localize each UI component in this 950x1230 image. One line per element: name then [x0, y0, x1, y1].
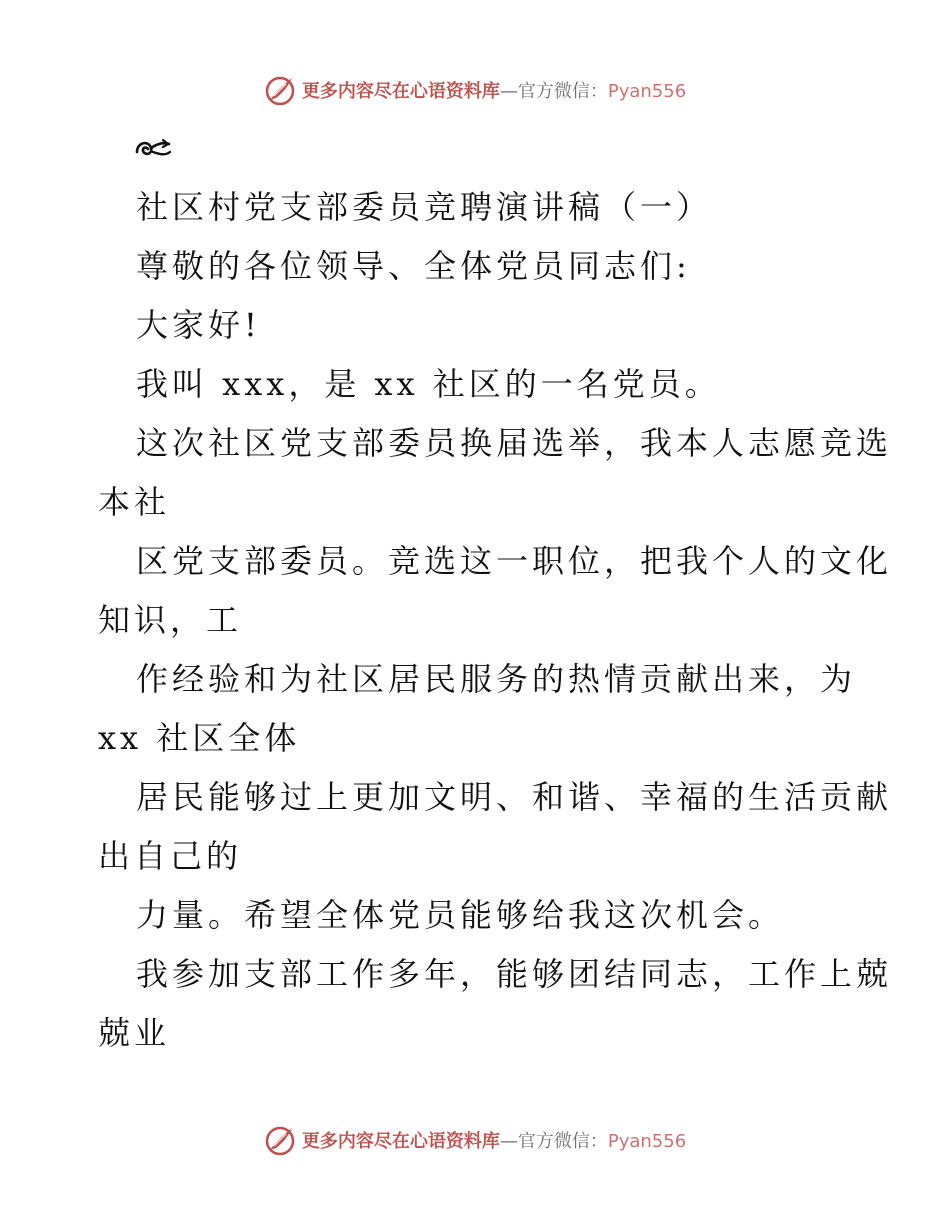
header-wechat-id: Pyan556: [607, 81, 687, 102]
text-line: 出自己的: [98, 837, 243, 875]
text-line: xx 社区全体: [98, 719, 301, 757]
quill-logo-icon: [264, 74, 296, 106]
footer-banner: [0, 1120, 950, 1160]
decorative-swirl-icon: [133, 134, 173, 162]
text-line: 我叫 xxx，是 xx 社区的一名党员。: [136, 365, 721, 403]
text-line: 区党支部委员。竞选这一职位，把我个人的文化: [136, 542, 893, 580]
footer-text: [302, 1127, 686, 1153]
text-line: 居民能够过上更加文明、和谐、幸福的生活贡献: [136, 778, 893, 816]
text-line: 这次社区党支部委员换届选举，我本人志愿竞选: [136, 424, 893, 462]
text-line: 作经验和为社区居民服务的热情贡献出来，为: [136, 660, 857, 698]
footer-dash: —: [499, 1131, 518, 1152]
text-line: 社区村党支部委员竞聘演讲稿（一）: [136, 188, 713, 226]
document-body: [98, 178, 893, 1063]
text-line: 尊敬的各位领导、全体党员同志们:: [136, 247, 691, 285]
text-line: 大家好!: [136, 306, 261, 344]
footer-slogan: 更多内容尽在心语资料库: [301, 1131, 500, 1152]
text-line: 兢业: [98, 1014, 171, 1052]
header-slogan: 更多内容尽在心语资料库: [301, 81, 500, 102]
footer-wechat-label: 官方微信：: [517, 1131, 608, 1152]
footer-wechat-id: Pyan556: [607, 1131, 687, 1152]
text-line: 本社: [98, 483, 171, 521]
header-text: [302, 77, 686, 103]
text-line: 力量。希望全体党员能够给我这次机会。: [136, 896, 785, 934]
header-wechat-label: 官方微信：: [517, 81, 608, 102]
text-line: 我参加支部工作多年，能够团结同志，工作上兢: [136, 955, 893, 993]
header-banner: [0, 70, 950, 110]
text-line: 知识，工: [98, 601, 243, 639]
header-dash: —: [499, 81, 518, 102]
quill-logo-icon: [264, 1124, 296, 1156]
